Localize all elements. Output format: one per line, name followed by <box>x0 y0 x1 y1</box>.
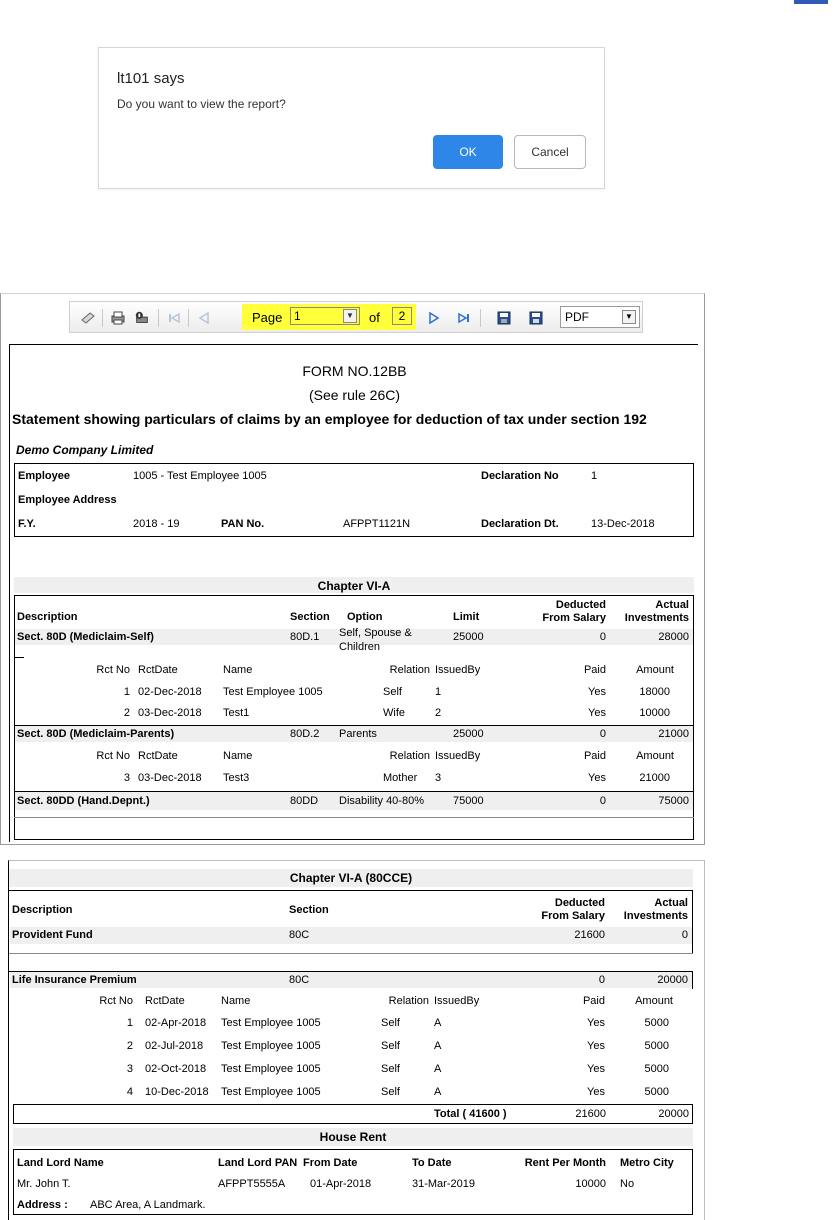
section-code: 80DD <box>290 795 319 807</box>
table-row: Wife <box>383 707 405 719</box>
rct-date-header: RctDate <box>145 995 185 1007</box>
table-row: Yes <box>588 772 606 784</box>
rct-paid-header: Paid <box>582 995 605 1007</box>
report-page <box>9 344 698 842</box>
col-section: Section <box>289 904 329 916</box>
col-deducted-2: From Salary <box>541 910 605 922</box>
section-description: Sect. 80DD (Hand.Depnt.) <box>17 795 150 807</box>
section-code: 80D.2 <box>290 728 320 740</box>
table-row: 1 <box>435 686 442 698</box>
company-name: Demo Company Limited <box>16 443 154 457</box>
employee-label: Employee <box>18 470 70 482</box>
table-row: Test Employee 1005 <box>221 1063 321 1075</box>
rct-name-header: Name <box>223 664 253 676</box>
table-row: 3 <box>126 1063 133 1075</box>
table-row: 5000 <box>644 1063 669 1075</box>
table-row: 03-Dec-2018 <box>138 707 202 719</box>
table-row: 02-Jul-2018 <box>145 1040 204 1052</box>
export-icon[interactable] <box>528 310 544 326</box>
of-label: of <box>369 310 380 325</box>
prev-page-icon[interactable] <box>196 310 212 326</box>
table-row: Test Employee 1005 <box>223 686 323 698</box>
landlord-pan: AFPPT5555A <box>218 1178 286 1190</box>
section-limit: 25000 <box>453 631 484 643</box>
table-row: Self <box>381 1017 400 1029</box>
lip-section: 80C <box>289 974 310 986</box>
print-setup-icon[interactable] <box>134 310 150 326</box>
dialog-title: lt101 says <box>117 70 185 87</box>
col-actual-1: Actual <box>655 599 689 611</box>
col-actual-2: Investments <box>623 910 688 922</box>
section-description: Sect. 80D (Mediclaim-Parents) <box>17 728 175 740</box>
address-label: Address : <box>17 1199 68 1211</box>
address-value: ABC Area, A Landmark. <box>90 1199 206 1211</box>
section-deducted: 0 <box>599 728 606 740</box>
dialog-message: Do you want to view the report? <box>117 97 286 111</box>
rct-name-header: Name <box>223 750 253 762</box>
table-row: Test Employee 1005 <box>221 1040 321 1052</box>
col-rent: Rent Per Month <box>524 1157 606 1169</box>
page-select[interactable] <box>290 307 360 325</box>
table-row: Self <box>381 1063 400 1075</box>
col-actual-1: Actual <box>654 897 688 909</box>
table-row: Self <box>381 1086 400 1098</box>
print-icon[interactable] <box>110 310 126 326</box>
pf-actual: 0 <box>681 929 688 941</box>
col-section: Section <box>290 611 330 623</box>
col-option: Option <box>347 611 383 623</box>
rct-no-header: Rct No <box>99 995 133 1007</box>
total-row <box>13 1104 693 1124</box>
pan-value: AFPPT1121N <box>343 518 411 530</box>
table-row: 5000 <box>644 1017 669 1029</box>
form-number: FORM NO.12BB <box>302 363 407 379</box>
table-row: 3 <box>123 772 130 784</box>
section-option: Parents <box>339 728 377 740</box>
table-row: Self <box>381 1040 400 1052</box>
table-row: Yes <box>588 686 606 698</box>
house-rent-title: House Rent <box>319 1130 387 1144</box>
col-description: Description <box>17 611 78 623</box>
section-option: Disability 40-80% <box>339 795 424 807</box>
table-row: 2 <box>126 1040 133 1052</box>
last-page-icon[interactable] <box>456 310 472 326</box>
col-deducted-1: Deducted <box>554 897 605 909</box>
table-row: 2 <box>123 707 130 719</box>
section-description: Sect. 80D (Mediclaim-Self) <box>17 631 154 643</box>
form-rule: (See rule 26C) <box>308 387 401 403</box>
lip-description: Life Insurance Premium <box>12 974 137 986</box>
rct-issuedby-header: IssuedBy <box>435 664 481 676</box>
col-description: Description <box>12 904 73 916</box>
employee-address-label: Employee Address <box>18 494 117 506</box>
export-format-value: PDF <box>565 310 589 324</box>
table-row: Test3 <box>223 772 250 784</box>
table-row: Yes <box>587 1017 605 1029</box>
section-option-2: Children <box>339 641 380 653</box>
fy-label: F.Y. <box>18 518 36 530</box>
col-deducted-1: Deducted <box>555 599 606 611</box>
rct-no-header: Rct No <box>96 664 130 676</box>
col-from-date: From Date <box>303 1157 358 1169</box>
total-label: Total ( 41600 ) <box>434 1108 507 1120</box>
report-viewer-page-1 <box>0 293 705 845</box>
refresh-icon[interactable] <box>80 310 96 326</box>
declaration-date-label: Declaration Dt. <box>481 518 559 530</box>
section-deducted: 0 <box>599 795 606 807</box>
pf-description: Provident Fund <box>12 929 93 941</box>
table-row: Self <box>383 686 402 698</box>
page-select-value: 1 <box>294 309 301 323</box>
corner-accent <box>794 0 828 4</box>
total-actual: 20000 <box>658 1108 689 1120</box>
col-to-date: To Date <box>412 1157 452 1169</box>
col-limit: Limit <box>453 611 480 623</box>
chevron-down-icon: ▼ <box>343 309 357 323</box>
table-row: 02-Dec-2018 <box>138 686 202 698</box>
table-row: 02-Apr-2018 <box>145 1017 207 1029</box>
employee-value: 1005 - Test Employee 1005 <box>133 470 267 482</box>
rct-relation-header: Relation <box>389 750 430 762</box>
table-row: A <box>434 1017 442 1029</box>
rct-relation-header: Relation <box>389 664 430 676</box>
metro-city: No <box>620 1178 635 1190</box>
page-navigator <box>242 304 416 330</box>
save-icon[interactable] <box>496 310 512 326</box>
pf-section: 80C <box>289 929 310 941</box>
rct-amount-header: Amount <box>635 995 673 1007</box>
rct-issuedby-header: IssuedBy <box>434 995 480 1007</box>
confirm-dialog <box>98 47 605 189</box>
section-actual: 28000 <box>658 631 689 643</box>
table-row: Yes <box>587 1063 605 1075</box>
table-row: 10-Dec-2018 <box>145 1086 209 1098</box>
rent-per-month: 10000 <box>575 1178 606 1190</box>
col-deducted-2: From Salary <box>542 612 606 624</box>
to-date: 31-Mar-2019 <box>412 1178 475 1190</box>
rct-issuedby-header: IssuedBy <box>435 750 481 762</box>
fy-value: 2018 - 19 <box>133 518 180 530</box>
from-date: 01-Apr-2018 <box>310 1178 372 1190</box>
table-row: 21000 <box>639 772 670 784</box>
declaration-date-value: 13-Dec-2018 <box>591 518 655 530</box>
chapter-via-title: Chapter VI-A <box>317 579 391 593</box>
section-limit: 25000 <box>453 728 484 740</box>
table-row: A <box>434 1040 442 1052</box>
rct-relation-header: Relation <box>388 995 429 1007</box>
rct-no-header: Rct No <box>96 750 130 762</box>
rct-paid-header: Paid <box>583 750 606 762</box>
declaration-no-label: Declaration No <box>481 470 559 482</box>
table-row: Yes <box>587 1086 605 1098</box>
landlord-name: Mr. John T. <box>17 1178 71 1190</box>
table-row: A <box>434 1063 442 1075</box>
declaration-no-value: 1 <box>591 470 598 482</box>
report-viewer-page-2 <box>8 860 705 1220</box>
col-actual-2: Investments <box>624 612 689 624</box>
pan-label: PAN No. <box>221 518 265 530</box>
lip-deducted: 0 <box>598 974 605 986</box>
house-rent-table <box>13 1149 693 1215</box>
chapter-80cce-title: Chapter VI-A (80CCE) <box>289 871 413 885</box>
ok-button[interactable]: OK <box>433 135 503 169</box>
total-deducted: 21600 <box>575 1108 606 1120</box>
table-row: Yes <box>587 1040 605 1052</box>
table-row: 1 <box>126 1017 133 1029</box>
chevron-down-icon: ▼ <box>622 310 636 324</box>
table-row: Mother <box>383 772 418 784</box>
table-row: 5000 <box>644 1040 669 1052</box>
page-label: Page <box>252 310 283 325</box>
report-toolbar <box>69 301 643 333</box>
col-landlord-pan: Land Lord PAN <box>218 1157 298 1169</box>
first-page-icon[interactable] <box>166 310 182 326</box>
section-deducted: 0 <box>599 631 606 643</box>
rct-paid-header: Paid <box>583 664 606 676</box>
col-metro: Metro City <box>620 1157 674 1169</box>
table-row: 03-Dec-2018 <box>138 772 202 784</box>
rct-date-header: RctDate <box>138 664 178 676</box>
table-row: 2 <box>435 707 442 719</box>
rct-amount-header: Amount <box>636 750 674 762</box>
rct-name-header: Name <box>221 995 251 1007</box>
page-total: 2 <box>392 307 412 325</box>
employee-info-box <box>14 463 694 537</box>
table-row: 18000 <box>639 686 670 698</box>
table-row: 02-Oct-2018 <box>145 1063 207 1075</box>
table-row: 1 <box>123 686 130 698</box>
table-row: 3 <box>435 772 442 784</box>
next-page-icon[interactable] <box>426 310 442 326</box>
table-row: Test Employee 1005 <box>221 1086 321 1098</box>
table-row: 5000 <box>644 1086 669 1098</box>
form-statement: Statement showing particulars of claims by an employee for deduction of tax under section 192 <box>12 411 647 427</box>
lip-actual: 20000 <box>657 974 688 986</box>
table-row: Test1 <box>223 707 250 719</box>
section-limit: 75000 <box>453 795 484 807</box>
table-row: A <box>434 1086 442 1098</box>
section-actual: 21000 <box>658 728 689 740</box>
section-code: 80D.1 <box>290 631 320 643</box>
rct-date-header: RctDate <box>138 750 178 762</box>
table-row: 4 <box>126 1086 133 1098</box>
table-row: Test Employee 1005 <box>221 1017 321 1029</box>
pf-deducted: 21600 <box>574 929 605 941</box>
rct-amount-header: Amount <box>636 664 674 676</box>
export-format-select[interactable] <box>560 306 640 328</box>
table-row: 10000 <box>639 707 670 719</box>
section-actual: 75000 <box>658 795 689 807</box>
table-row: Yes <box>588 707 606 719</box>
cancel-button[interactable]: Cancel <box>514 135 586 169</box>
col-landlord-name: Land Lord Name <box>17 1157 104 1169</box>
section-option: Self, Spouse & <box>339 627 412 639</box>
